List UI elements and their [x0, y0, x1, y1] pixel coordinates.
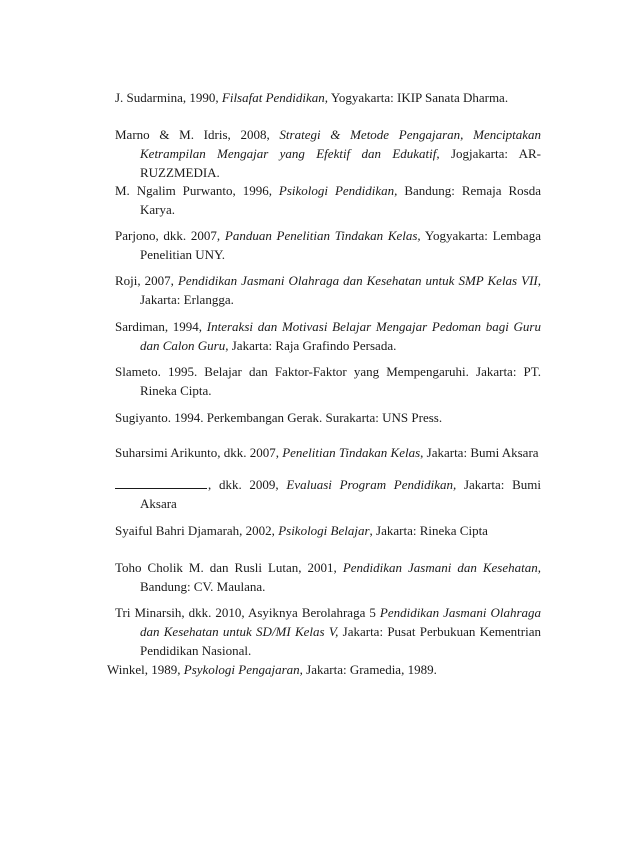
ref-title: Filsafat Pendidikan,: [221, 90, 329, 105]
ref-author: Winkel, 1989,: [107, 662, 184, 677]
ref-author: Sardiman, 1994,: [115, 319, 207, 334]
ref-title: Penelitian Tindakan Kelas: [282, 445, 421, 460]
ref-publisher: Jakarta: Gramedia, 1989.: [302, 662, 437, 677]
ref-title: Pendidikan Jasmani dan Kesehatan,: [342, 560, 541, 575]
reference-entry: [115, 125, 541, 182]
reference-entry: [115, 558, 541, 596]
reference-entry: [115, 181, 541, 219]
reference-entry: [115, 475, 541, 513]
ref-title: Interaksi dan Motivasi Belajar Mengajar Pedoman bagi Guru dan Calon Guru: [140, 319, 541, 353]
ref-text: Slameto. 1995. Belajar dan Faktor-Faktor yang Mempengaruhi. Jakarta: PT. Rineka Cipta.: [115, 364, 541, 398]
ref-publisher: , Jakarta: Rineka Cipta: [369, 523, 488, 538]
ref-publisher: Jakarta: Erlangga.: [140, 292, 234, 307]
ref-author: Suharsimi Arikunto, dkk. 2007,: [115, 445, 283, 460]
ref-publisher: Bandung: CV. Maulana.: [140, 579, 266, 594]
ref-author: M. Ngalim Purwanto, 1996,: [115, 183, 279, 198]
ref-publisher: Jogjakarta: AR-RUZZMEDIA.: [140, 146, 541, 180]
ref-title: Pendidikan Jasmani Olahraga dan Kesehatan untuk SD/MI Kelas V,: [140, 605, 542, 639]
ref-publisher: , Jakarta: Bumi Aksara: [420, 445, 539, 460]
ref-title: Strategi & Metode Pengajaran, Menciptakan Ketrampilan Mengajar yang Efektif dan Edukatif,: [140, 127, 541, 161]
ref-publisher: Yogyakarta: Lembaga Penelitian UNY.: [140, 228, 541, 262]
reference-entry: [115, 443, 541, 462]
ref-author: Toho Cholik M. dan Rusli Lutan, 2001,: [115, 560, 343, 575]
ref-title: Psikologi Belajar: [278, 523, 370, 538]
ref-title: Evaluasi Program Pendidikan,: [286, 477, 457, 492]
ref-text: Sugiyanto. 1994. Perkembangan Gerak. Surakarta: UNS Press.: [115, 410, 443, 425]
ref-title: Psikologi Pendidikan,: [278, 183, 398, 198]
ref-author: Tri Minarsih, dkk. 2010, Asyiknya Berolahraga 5: [115, 605, 380, 620]
ref-author: J. Sudarmina, 1990,: [115, 90, 222, 105]
reference-entry: [115, 226, 541, 264]
ref-title: Panduan Penelitian Tindakan Kelas,: [224, 228, 421, 243]
ref-publisher: , Jakarta: Raja Grafindo Persada.: [225, 338, 397, 353]
ref-author: Syaiful Bahri Djamarah, 2002,: [115, 523, 279, 538]
ref-author: Parjono, dkk. 2007,: [115, 228, 225, 243]
reference-entry: [115, 88, 541, 107]
ref-author: Marno & M. Idris, 2008,: [115, 127, 280, 142]
ref-publisher: Jakarta: Bumi Aksara: [140, 477, 541, 511]
reference-entry: [115, 317, 541, 355]
ref-title: Psykologi Pengajaran,: [183, 662, 303, 677]
reference-entry: [107, 660, 541, 679]
ref-author: Roji, 2007,: [115, 273, 178, 288]
reference-entry: [115, 271, 541, 309]
reference-entry: [115, 408, 541, 427]
ref-title: Pendidikan Jasmani Olahraga dan Kesehatan untuk SMP Kelas VII,: [177, 273, 541, 288]
ref-publisher: Jakarta: Pusat Perbukuan Kementrian Pendidikan Nasional.: [140, 624, 541, 658]
reference-entry: [115, 521, 541, 540]
author-repeat-line: [115, 476, 207, 489]
ref-author: , dkk. 2009,: [208, 477, 287, 492]
ref-publisher: Yogyakarta: IKIP Sanata Dharma.: [328, 90, 509, 105]
reference-entry: [115, 362, 541, 400]
ref-publisher: Bandung: Remaja Rosda Karya.: [140, 183, 542, 217]
reference-entry: [115, 603, 541, 660]
